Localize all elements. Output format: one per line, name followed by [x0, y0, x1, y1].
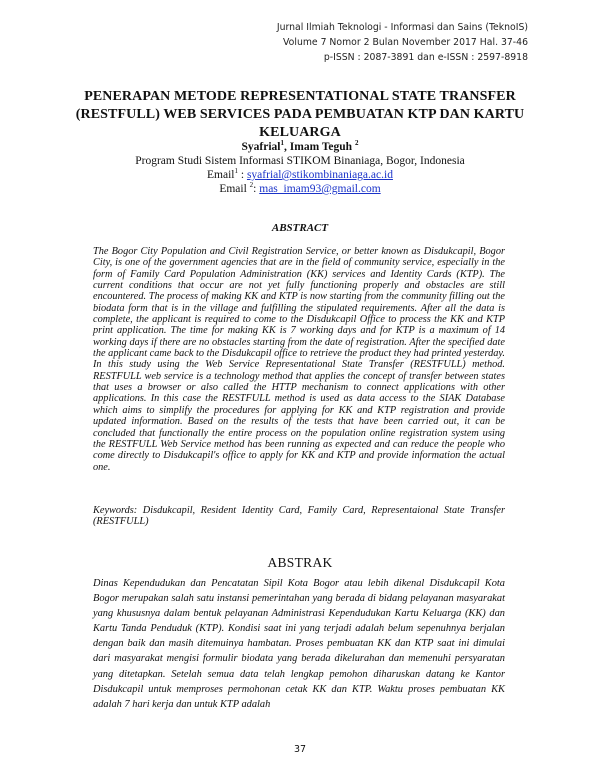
- author-2: Imam Teguh: [289, 141, 353, 153]
- email-1-sep: :: [238, 169, 247, 181]
- email-1-link[interactable]: syafrial@stikombinaniaga.ac.id: [246, 169, 393, 181]
- email-2-sep: :: [253, 183, 260, 195]
- author-block: [60, 140, 540, 196]
- email-1-label: Email: [207, 169, 235, 181]
- author-1-sup: 1: [280, 139, 285, 148]
- email-line-2: [60, 182, 540, 196]
- abstrak-heading: ABSTRAK: [267, 555, 333, 570]
- author-1: Syafrial: [241, 141, 281, 153]
- paper-title: PENERAPAN METODE REPRESENTATIONAL STATE TRANSFER (RESTFULL) WEB SERVICES PADA PEMBUATAN KTP DAN KARTU KELUARGA: [75, 89, 525, 140]
- email-2-link[interactable]: mas_imam93@gmail.com: [259, 183, 381, 195]
- abstract-body: The Bogor City Population and Civil Registration Service, or better known as Disdukcapil, Bogor City, is one of the government agencies that are in the field of community service, especially in the form of Family Card Population Administration (KK) services and Identity Cards (KTP). The current conditions that occur are not yet fully functioning properly and obstacles are still encountered. The process of making KK and KTP is now starting from the community filling out the biodata form that is in the village and fulfilling the stipulated requirements. After all the data is complete, the applicant is required to come to the Disdukcapil Office to process the KK and KTP print application. The time for making KK is 7 working days and for KTP is a maximum of 14 working days if there are no obstacles starting from the date of registration. After the specified date the applicant came back to the Disdukcapil office to retrieve the product they had printed yesterday. In this study using the Web Service Representational State Transfer (RESTFULL) method. RESTFULL web service is a technology method that applies the concept of transfer between states that uses a browser or also called the HTTP mechanism to connect applications with other applications. In this case the RESTFULL method is used as data access to the SIAK Database which aims to simplify the procedures for applying for KK and KTP registration and provide updated information. Based on the results of the tests that have been carried out, it can be concluded that functionally the entire process on the population online registration system using the RESTFULL Web Service method has been running as expected and can reduce the people who come directly to Disdukcapil's office to apply for KK and KTP and provide information the actual one.: [93, 246, 505, 473]
- email-line-1: [60, 168, 540, 182]
- keywords: Keywords: Disdukcapil, Resident Identity Card, Family Card, Representaional State Transfer (RESTFULL): [93, 505, 505, 528]
- email-2-label: Email: [219, 183, 247, 195]
- email-2-sup: 2: [249, 181, 254, 190]
- page-number: 37: [293, 744, 307, 755]
- affiliation: Program Studi Sistem Informasi STIKOM Binaniaga, Bogor, Indonesia: [135, 155, 465, 167]
- email-1-sup: 1: [234, 167, 238, 176]
- journal-volume: Volume 7 Nomor 2 Bulan November 2017 Hal. 37-46: [283, 37, 528, 48]
- abstrak-body: Dinas Kependudukan dan Pencatatan Sipil Kota Bogor atau lebih dikenal Disdukcapil Kota Bogor merupakan salah satu instansi pemerintahan yang berada di bidang pelayanan masyarakat yang khususnya dalam bentuk pelayanan Administrasi Kependudukan Kartu Keluarga (KK) dan Kartu Tanda Penduduk (KTP). Kondisi saat ini yang terjadi adalah belum sepenuhnya berjalan dengan baik dan masih ditemuinya hambatan. Proses pembuatan KK dan KTP saat ini dimulai dari masyarakat mengisi formulir biodata yang berada dikelurahan dan memenuhi persyaratan yang ditetapkan. Setelah semua data telah lengkap pemohon diharuskan datang ke Kantor Disdukcapil untuk memproses permohonan cetak KK dan KTP. Waktu proses pembuatan KK adalah 7 hari kerja dan untuk KTP adalah: [93, 578, 505, 710]
- author-names: [60, 140, 540, 154]
- author-2-sup: 2: [354, 139, 359, 148]
- journal-name: Jurnal Ilmiah Teknologi - Informasi dan Sains (TeknoIS): [276, 22, 528, 33]
- journal-issn: p-ISSN : 2087-3891 dan e-ISSN : 2597-8918: [323, 52, 528, 63]
- abstract-heading: ABSTRACT: [271, 222, 329, 234]
- journal-header: [277, 20, 528, 65]
- author-separator: ,: [284, 141, 290, 153]
